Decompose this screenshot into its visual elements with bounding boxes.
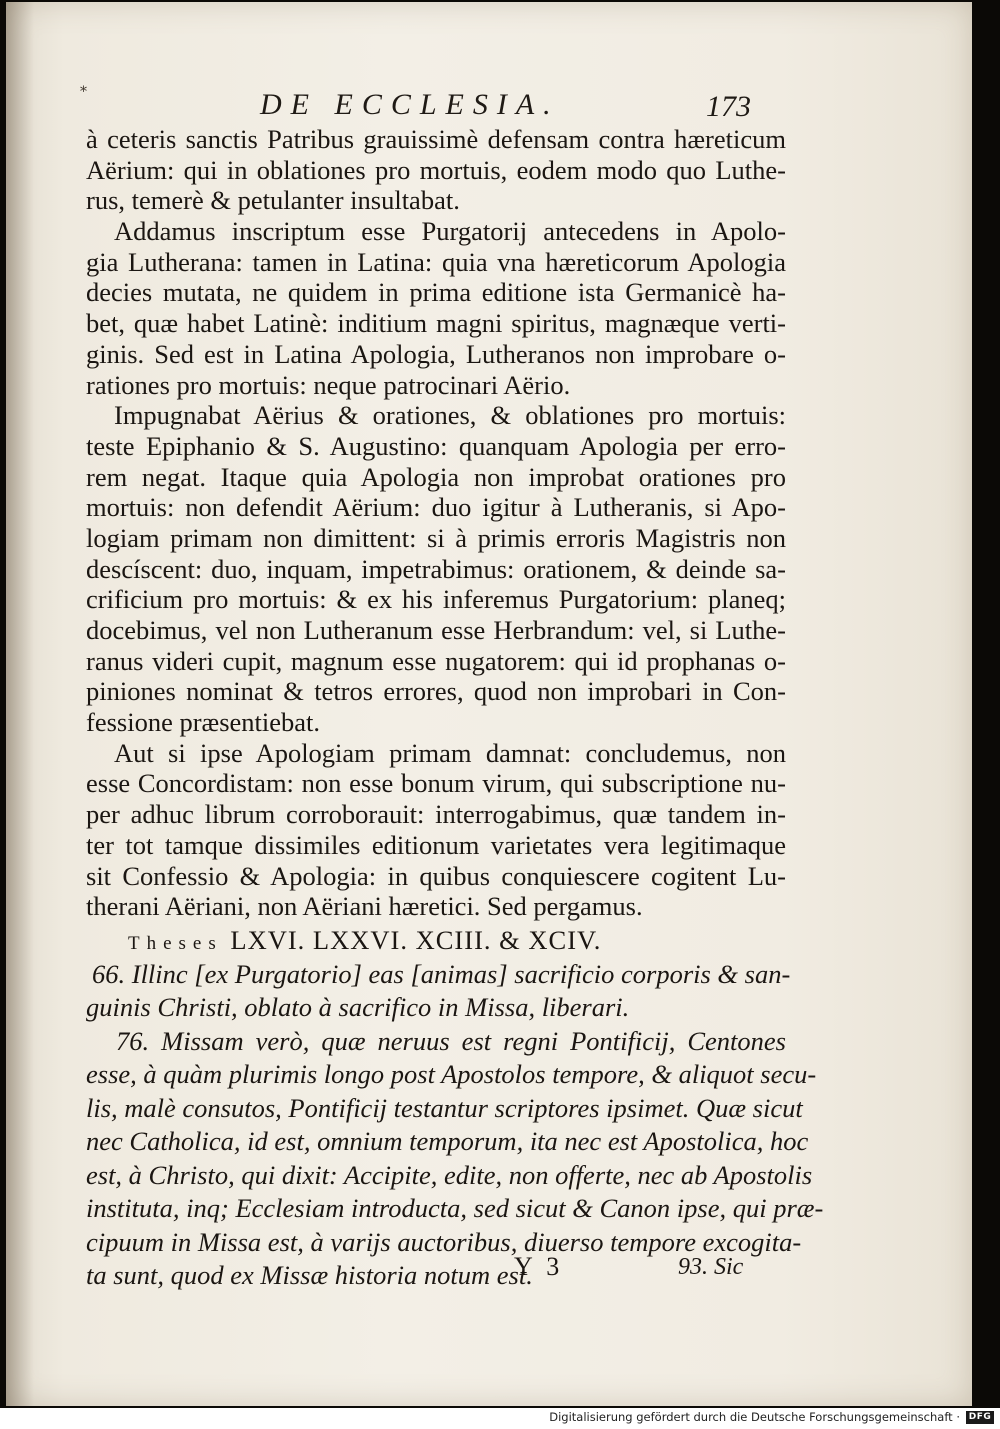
thesis-line: lis, malè consutos, Pontificij testantur scriptores ipsimet. Quæ sicut — [86, 1092, 803, 1123]
thesis-line: guinis Christi, oblato à sacrifico in Missa, liberari. — [86, 992, 630, 1023]
text-line: logiam primam non dimittent: si à primis erroris Magistris non — [86, 522, 786, 553]
text-line: Impugnabat Aërius & orationes, & oblationes pro mortuis: — [114, 400, 786, 431]
text-line: rem negat. Itaque quia Apologia non improbat orationes pro — [86, 461, 786, 492]
thesis-66 — [86, 958, 791, 1025]
text-line: ter tot tamque dissimiles editionum varietates vera legitimaque — [86, 829, 786, 860]
text-line: crificium pro mortuis: & ex his inferemus Purgatorium: planeq; — [86, 584, 786, 615]
theses-heading — [86, 922, 786, 958]
paragraph-2 — [86, 216, 786, 400]
text-line: ginis. Sed est in Latina Apologia, Lutheranos non improbare o- — [86, 338, 786, 369]
text-line: per adhuc librum corroborauit: interrogabimus, quæ tandem in- — [86, 799, 786, 830]
thesis-line: instituta, inq; Ecclesiam introducta, sed sicut & Canon ipse, qui præ- — [86, 1193, 824, 1224]
text-line: piniones nominat & tetros errores, quod non improbari in Con- — [86, 676, 786, 707]
thesis-76 — [86, 1025, 824, 1293]
text-line: rus, temerè & petulanter insultabat. — [86, 185, 460, 216]
text-line: teste Epiphanio & S. Augustino: quanquam Apologia per erro- — [86, 430, 786, 461]
thesis-line: cipuum in Missa est, à varijs auctoribus, diuerso tempore excogita- — [86, 1226, 802, 1257]
text-line: docebimus, vel non Lutheranum esse Herbrandum: vel, si Luthe- — [86, 615, 786, 645]
thesis-line: esse, à quàm plurimis longo post Apostolos tempore, & aliquot secu- — [86, 1059, 817, 1090]
text-line: gia Lutherana: tamen in Latina: quia vna hæreticorum Apologia — [86, 246, 786, 277]
thesis-line: 66. Illinc [ex Purgatorio] eas [animas] sacrificio corporis & san- — [92, 958, 791, 989]
funding-credit: Digitalisierung gefördert durch die Deutsche Forschungsgemeinschaft · — [549, 1410, 960, 1424]
paragraph-4 — [86, 738, 786, 922]
page-gutter-shadow — [6, 2, 34, 1406]
paragraph-1 — [86, 124, 786, 216]
text-line: decies mutata, ne quidem in prima editione ista Germanicè ha- — [86, 277, 786, 308]
text-line: ranus videri cupit, magnum esse nugatorem: qui id prophanas o- — [86, 645, 786, 676]
thesis-line: 76. Missam verò, quæ neruus est regni Pontificij, Centones — [116, 1025, 786, 1056]
text-line: fessione præsentiebat. — [86, 707, 321, 738]
page-body — [86, 124, 824, 1293]
footer-bar — [0, 1408, 1000, 1429]
text-line: à ceteris sanctis Patribus grauissimè defensam contra hæreticum — [86, 124, 786, 154]
paragraph-3 — [86, 400, 786, 738]
page-mark: * — [80, 84, 87, 100]
text-line: Aërium: qui in oblationes pro mortuis, eodem modo quo Luthe- — [86, 154, 786, 185]
text-line: sit Confessio & Apologia: in quibus conquiescere cogitent Lu- — [86, 860, 786, 891]
running-head: DE ECCLESIA. — [260, 88, 560, 121]
text-line: descíscent: duo, inquam, impetrabimus: orationem, & deinde sa- — [86, 553, 786, 584]
text-line: bet, quæ habet Latinè: inditium magni spiritus, magnæque verti- — [86, 308, 786, 339]
dfg-logo: DFG — [966, 1411, 994, 1424]
text-line: mortuis: non defendit Aërium: duo igitur à Lutheranis, si Apo- — [86, 492, 786, 523]
thesis-line: est, à Christo, qui dixit: Accipite, edite, non offerte, nec ab Apostolis — [86, 1159, 813, 1190]
page-number: 173 — [706, 90, 751, 123]
text-line: rationes pro mortuis: neque patrocinari Aërio. — [86, 369, 571, 400]
thesis-line: ta sunt, quod ex Missæ historia notum est. — [86, 1260, 533, 1291]
signature-mark: Y 3 — [514, 1252, 564, 1281]
text-line: esse Concordistam: non esse bonum virum, qui subscriptione nu- — [86, 768, 786, 799]
text-line: Aut si ipse Apologiam primam damnat: concludemus, non — [114, 737, 786, 768]
theses-heading-word: Theses — [128, 932, 223, 954]
theses-heading-numbers: LXVI. LXXVI. XCIII. & XCIV. — [230, 924, 602, 955]
text-line: therani Aëriani, non Aëriani hæretici. Sed pergamus. — [86, 891, 643, 922]
thesis-line: nec Catholica, id est, omnium temporum, ita nec est Apostolica, hoc — [86, 1126, 809, 1157]
catchword: 93. Sic — [678, 1254, 744, 1280]
text-line: Addamus inscriptum esse Purgatorij antecedens in Apolo- — [114, 216, 786, 247]
